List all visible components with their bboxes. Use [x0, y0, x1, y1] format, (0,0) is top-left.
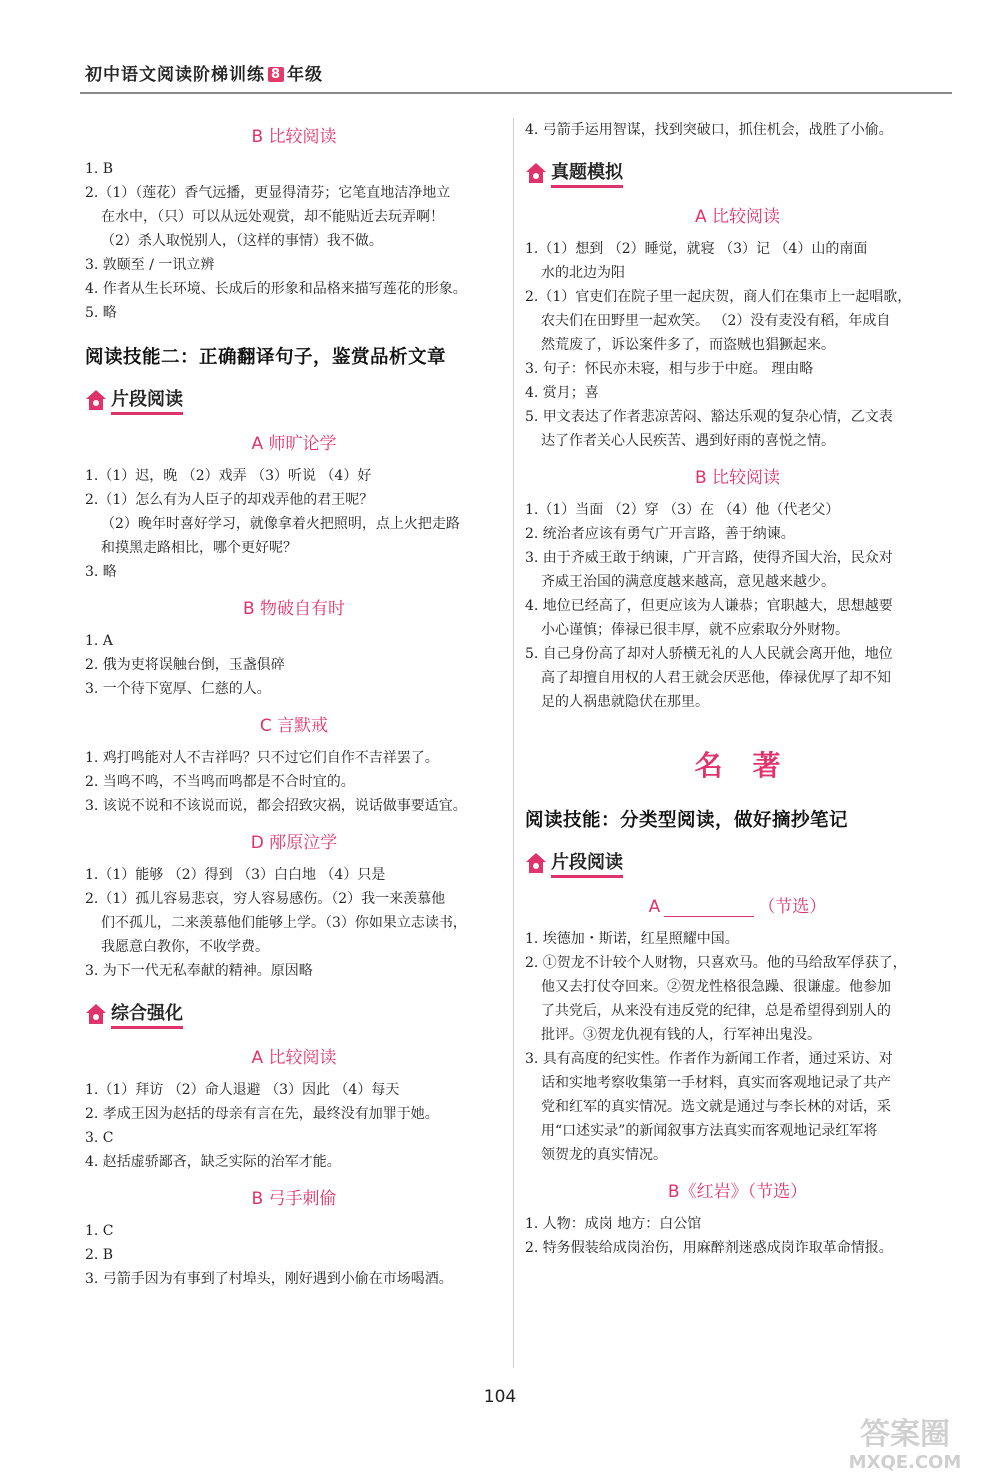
answer-line: 4. 赵括虚骄鄙吝，缺乏实际的治军才能。 [85, 1154, 341, 1170]
answer-line: 4. 地位已经高了，但更应该为人谦恭；官职越大，思想越要 [525, 598, 893, 614]
answer-line: 3. 一个待下宽厚、仁慈的人。 [85, 681, 271, 697]
skill-heading: 阅读技能：分类型阅读，做好摘抄笔记 [525, 810, 849, 831]
answer-line: 3. 具有高度的纪实性。作者作为新闻工作者，通过采访、对 [525, 1051, 893, 1067]
answer-line: 1.（1）能够 （2）得到 （3）白白地 （4）只是 [85, 867, 386, 883]
house-icon [85, 388, 107, 412]
answer-line: 用“口述实录”的新闻叙事方法真实而客观地记录红军将 [541, 1123, 878, 1139]
section-title: 真题模拟 [551, 158, 623, 188]
answer-line: 2. 当鸣不鸣，不当鸣而鸣都是不合时宜的。 [85, 774, 355, 790]
section-title: 片段阅读 [551, 848, 623, 878]
answer-line: 5. 略 [85, 305, 117, 321]
answer-line: 水的北边为阳 [541, 265, 625, 281]
answer-line: 2. 统治者应该有勇气广开言路，善于纳谏。 [525, 526, 795, 542]
answer-line: 1. 埃德加・斯诺，红星照耀中国。 [525, 931, 739, 947]
house-icon [85, 1002, 107, 1026]
subsection-title: B 比较阅读 [694, 468, 781, 488]
answer-line: 2. 俄为吏将误触台倒，玉盏俱碎 [85, 657, 285, 673]
answer-line: 5. 自己身份高了却对人骄横无礼的人人民就会离开他，地位 [525, 646, 893, 662]
house-icon [525, 161, 547, 185]
answer-line: 1. 鸡打鸣能对人不吉祥吗？只不过它们自作不吉祥罢了。 [85, 750, 439, 766]
subsection-prefix: A [648, 897, 661, 917]
answer-line: 4. 作者从生长环境、长成后的形象和品格来描写莲花的形象。 [85, 281, 467, 297]
subsection-title: A 师旷论学 [251, 434, 337, 454]
section-heading [525, 158, 950, 188]
watermark-text-url: MXQE.COM [848, 1452, 962, 1473]
answer-line: 了共党后，从来没有违反党的纪律，总是希望得到别人的 [541, 1003, 891, 1019]
answer-line: 然荒废了，诉讼案件多了，而盗贼也猖獗起来。 [541, 337, 835, 353]
right-column [525, 112, 950, 1260]
answer-line: 农夫们在田野里一起欢笑。 （2）没有麦没有稻，年成自 [541, 313, 891, 329]
answer-line: 4. 弓箭手运用智谋，找到突破口，抓住机会，战胜了小偷。 [525, 122, 893, 138]
column-divider [513, 118, 514, 1368]
page-number: 104 [483, 1387, 517, 1407]
answer-line: 足的人祸患就隐伏在那里。 [541, 694, 709, 710]
answer-line: 1.（1）当面 （2）穿 （3）在 （4）他（代老父） [525, 502, 840, 518]
answer-line: 3. 为下一代无私奉献的精神。原因略 [85, 963, 313, 979]
subsection-title: B 物破自有时 [242, 599, 346, 619]
header-grade-suffix: 年级 [287, 65, 324, 85]
subsection-title: D 邴原泣学 [250, 833, 338, 853]
answer-line: 齐威王治国的满意度越来越高，意见越来越少。 [541, 574, 835, 590]
answer-line: 4. 赏月；喜 [525, 385, 599, 401]
header-rule [80, 92, 952, 94]
subsection-title: B 弓手刺偷 [251, 1189, 337, 1209]
subsection-title: B 比较阅读 [251, 127, 337, 147]
subsection-title: B《红岩》（节选） [667, 1182, 808, 1202]
watermark-logo [820, 1410, 990, 1474]
subsection-title: A 比较阅读 [251, 1048, 337, 1068]
answer-line: 2.（1）官吏们在院子里一起庆贺，商人们在集市上一起唱歌， [525, 289, 912, 305]
subsection-title: C 言默戒 [259, 716, 329, 736]
answer-line: 3. 由于齐威王敢于纳谏，广开言路，使得齐国大治，民众对 [525, 550, 893, 566]
subsection-title: A 比较阅读 [694, 207, 781, 227]
section-heading [85, 999, 503, 1029]
answer-line: （2）晚年时喜好学习，就像拿着火把照明，点上火把走路 [101, 516, 460, 532]
answer-line: 1. A [85, 633, 113, 649]
answer-line: 们不孤儿，二来羡慕他们能够上学。（3）你如果立志读书， [101, 915, 467, 931]
subsection-suffix: （节选） [758, 897, 827, 917]
answer-line: 2. B [85, 1247, 114, 1263]
watermark-text-cn: 答案圈 [860, 1417, 950, 1452]
chapter-title: 名著 [694, 749, 811, 782]
answer-line: 1. 人物：成岗 地方：白公馆 [525, 1216, 702, 1232]
section-heading [85, 385, 503, 415]
answer-line: 3. 敦颐至 / 一讯立辨 [85, 257, 215, 273]
answer-line: 和摸黑走路相比，哪个更好呢？ [101, 540, 297, 556]
answer-line: 1.（1）迟，晚 （2）戏弄 （3）听说 （4）好 [85, 468, 372, 484]
answer-line: 领贺龙的真实情况。 [541, 1147, 667, 1163]
answer-line: 3. 弓箭手因为有事到了村埠头，刚好遇到小偷在市场喝酒。 [85, 1271, 453, 1287]
left-column [85, 112, 503, 1291]
section-title: 片段阅读 [111, 385, 183, 415]
answer-line: 3. 该说不说和不该说而说，都会招致灾祸，说话做事要适宜。 [85, 798, 467, 814]
grade-badge: 8 [268, 67, 284, 82]
subsection-title-blank [525, 892, 950, 917]
section-title: 综合强化 [111, 999, 183, 1029]
answer-line: 高了却擅自用权的人君王就会厌恶他，俸禄优厚了却不知 [541, 670, 891, 686]
answer-line: 小心谨慎；俸禄已很丰厚，就不应索取分外财物。 [541, 622, 849, 638]
answer-line: 2.（1）孤儿容易悲哀，穷人容易感伤。（2）我一来羡慕他 [85, 891, 446, 907]
answer-line: 党和红军的真实情况。选文就是通过与李长林的对话，采 [541, 1099, 891, 1115]
section-heading [525, 848, 950, 878]
answer-line: 2.（1）（莲花）香气远播，更显得清芬；它笔直地洁净地立 [85, 185, 451, 201]
answer-line: 达了作者关心人民疾苦、遇到好雨的喜悦之情。 [541, 433, 835, 449]
answer-line: 5. 甲文表达了作者悲凉苦闷、豁达乐观的复杂心情，乙文表 [525, 409, 893, 425]
answer-line: 我愿意白教你，不收学费。 [101, 939, 269, 955]
answer-line: 3. 句子：怀民亦未寝，相与步于中庭。 理由略 [525, 361, 814, 377]
header-title: 初中语文阅读阶梯训练 [85, 65, 265, 85]
answer-line: 批评。③贺龙仇视有钱的人，行军神出鬼没。 [541, 1027, 821, 1043]
answer-line: 2.（1）怎么有为人臣子的却戏弄他的君王呢？ [85, 492, 374, 508]
answer-line: 3. C [85, 1130, 114, 1146]
running-header [85, 60, 323, 85]
answer-line: 1.（1）拜访 （2）命人退避 （3）因此 （4）每天 [85, 1082, 400, 1098]
answer-line: 话和实地考察收集第一手材料，真实而客观地记录了共产 [541, 1075, 891, 1091]
answer-line: 3. 略 [85, 564, 117, 580]
answer-line: 在水中，（只）可以从远处观赏，却不能贴近去玩弄啊！ [101, 209, 444, 225]
answer-line: 1. C [85, 1223, 114, 1239]
skill-heading: 阅读技能二：正确翻译句子，鉴赏品析文章 [85, 347, 447, 368]
answer-line: 1. B [85, 161, 114, 177]
answer-line: 2. ①贺龙不计较个人财物，只喜欢马。他的马给敌军俘获了， [525, 955, 907, 971]
house-icon [525, 851, 547, 875]
fill-blank [664, 898, 754, 917]
answer-line: 他又去打仗夺回来。②贺龙性格很急躁、很谦虚。他参加 [541, 979, 891, 995]
answer-line: 1.（1）想到 （2）睡觉，就寝 （3）记 （4）山的南面 [525, 241, 868, 257]
answer-line: 2. 孝成王因为赵括的母亲有言在先，最终没有加罪于她。 [85, 1106, 439, 1122]
answer-line: （2）杀人取悦别人，（这样的事情）我不做。 [101, 233, 383, 249]
answer-line: 2. 特务假装给成岗治伤，用麻醉剂迷惑成岗诈取革命情报。 [525, 1240, 893, 1256]
